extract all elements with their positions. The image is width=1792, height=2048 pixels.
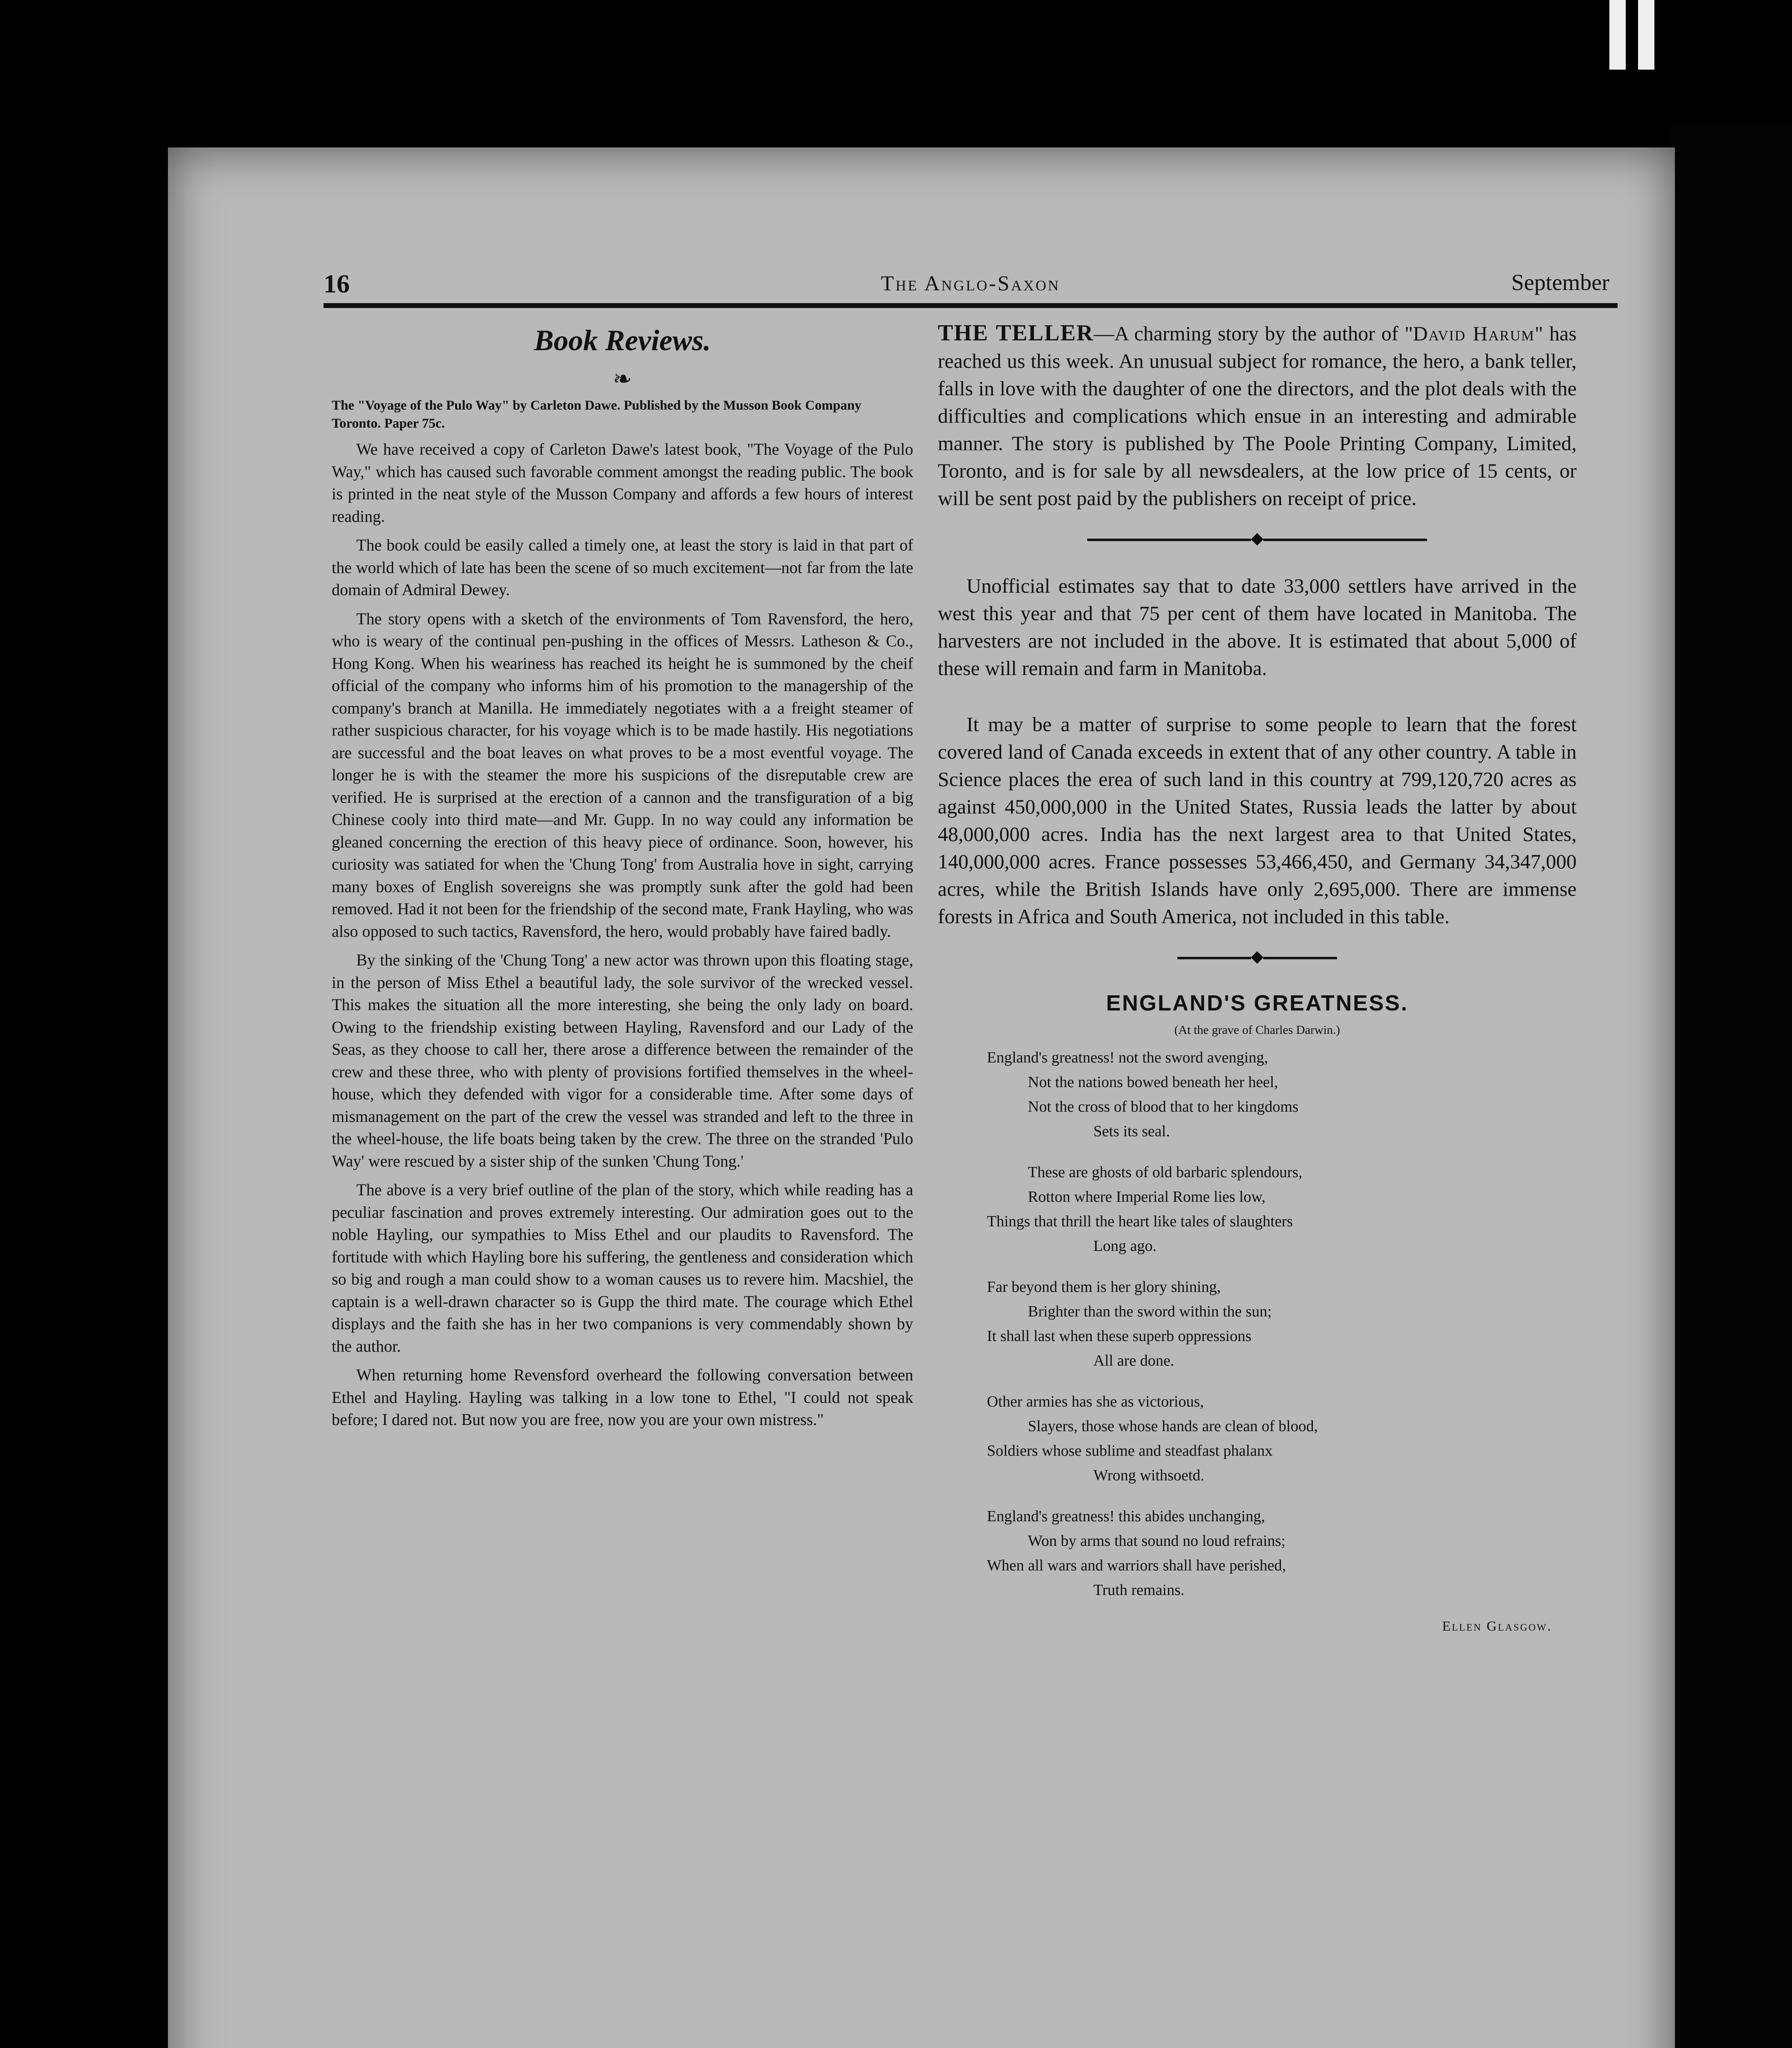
poem-line: England's greatness! this abides unchanging, xyxy=(987,1508,1265,1525)
teller-lead: THE TELLER xyxy=(938,320,1094,346)
teller-text: —A charming story by the author of " xyxy=(1094,322,1413,345)
poem-line: Things that thrill the heart like tales of slaughters xyxy=(987,1213,1293,1230)
teller-notice xyxy=(938,319,1577,512)
book-name: David Harum xyxy=(1413,322,1535,345)
poem-line: Brighter than the sword within the sun; xyxy=(1028,1303,1272,1320)
separator-rule xyxy=(938,528,1577,548)
poem-line: Far beyond them is her glory shining, xyxy=(987,1278,1221,1296)
review-paragraph: The above is a very brief outline of the plan of the story, which while reading has a peculiar fascination and proves extremely interesting. Our admiration goes out to the noble Hayling, our sympathies to Miss Ethel and our plaudits to Ravensford. The fortitude with which Hayling bore his suffering, the gentleness and consideration which so big and rough a man could show to a woman causes us to revere him. Macshiel, the captain is a well-drawn character so is Gupp the third mate. The courage which Ethel displays and the faith she has in her two companions is very commendably shown by the author. xyxy=(332,1180,913,1355)
diamond-ornament-icon: ◆ xyxy=(1251,529,1264,547)
scanned-page xyxy=(168,147,1675,2048)
review-paragraph: The story opens with a sketch of the environments of Tom Ravensford, the hero, who is weary of the continual pen-pushing in the offices of Messrs. Latheson & Co., Hong Kong. When his weariness has reached its height he is summoned by the cheif official of the company who informs him of his promotion to the managership of the company's branch at Manilla. He immediately negotiates with a a freight steamer of rather suspicious character, for his voyage which is to be made hastily. His negotiations are successful and the boat leaves on what proves to be a most eventful voyage. The longer he is with the steamer the more his suspicions of the disreputable crew are verified. He is surprised at the erection of a cannon and the transfiguration of a big Chinese cooly into third mate—and Mr. Gupp. In no way could any information be gleaned concerning the erection of this heavy piece of ordinance. Soon, however, his curiosity was satiated for when the 'Chung Tong' from Australia hove in sight, carrying many boxes of English sovereigns she was promptly sunk after the gold had been removed. Had it not been for the friendship of the second mate, Frank Hayling, who was also opposed to such tactics, Ravensford, the hero, would probably have faired badly. xyxy=(332,609,913,940)
settlers-paragraph: Unofficial estimates say that to date 33,000 settlers have arrived in the west this year and that 75 per cent of them have located in Manitoba. The harvesters are not included in the above. It is estimated that about 5,000 of these will remain and farm in Manitoba. xyxy=(938,574,1577,680)
teller-text: " has reached us this week. An unusual subject for romance, the hero, a bank teller, falls in love with the daughter of one the directors, and the plot deals with the difficulties and complications which ensue in an interesting and admirable manner. The story is published by The Poole Printing Company, Limited, Toronto, and is for sale by all newsdealers, at the low price of 15 cents, or will be sent post paid by the publishers on receipt of price. xyxy=(938,322,1577,510)
journal-title: The Anglo-Saxon xyxy=(881,272,1060,295)
issue-month: September xyxy=(1511,270,1609,295)
review-paragraph: We have received a copy of Carleton Dawe's latest book, "The Voyage of the Pulo Way," which has caused such favorable comment amongst the reading public. The book is printed in the neat style of the Musson Company and affords a few hours of interest reading. xyxy=(332,440,913,526)
poem-line: Won by arms that sound no loud refrains; xyxy=(1028,1532,1286,1550)
poem-stanza xyxy=(987,1045,1577,1144)
poem-stanza xyxy=(987,1504,1577,1602)
poem-line: Truth remains. xyxy=(1093,1581,1185,1599)
poem-line: Long ago. xyxy=(1093,1237,1157,1255)
right-column xyxy=(938,319,1577,1634)
film-edge-mark xyxy=(1609,0,1626,70)
page-number: 16 xyxy=(324,269,350,298)
diamond-ornament-icon: ◆ xyxy=(1251,947,1264,965)
poem-line: Not the nations bowed beneath her heel, xyxy=(1028,1074,1278,1091)
poem-stanza xyxy=(987,1275,1577,1373)
dark-scan-border xyxy=(1671,123,1792,2048)
poem-subtitle: (At the grave of Charles Darwin.) xyxy=(1174,1023,1340,1037)
poem-line: These are ghosts of old barbaric splendours, xyxy=(1028,1164,1303,1181)
poem-line: Soldiers whose sublime and steadfast phalanx xyxy=(987,1442,1273,1459)
poem-author: Ellen Glasgow. xyxy=(1442,1619,1552,1634)
poem-line: Not the cross of blood that to her kingdoms xyxy=(1028,1098,1299,1115)
section-heading: Book Reviews. xyxy=(534,324,711,357)
poem-line: Sets its seal. xyxy=(1093,1123,1170,1140)
poem-line: All are done. xyxy=(1093,1352,1174,1369)
poem-line: Wrong withsoetd. xyxy=(1093,1467,1204,1484)
poem-title: ENGLAND'S GREATNESS. xyxy=(1106,991,1408,1015)
review-paragraph: By the sinking of the 'Chung Tong' a new actor was thrown upon this floating stage, in the person of Miss Ethel a beautiful lady, the sole survivor of the wrecked vessel. This makes the situation all the more interesting, she being the only lady on board. Owing to the friendship existing between Hayling, Ravensford and our Lady of the Seas, as they choose to call her, there arose a difference between the remainder of the crew and these three, who with plenty of provisions fortified themselves in the wheel-house, which they defended with vigor for a considerable time. After some days of mismanagement on the part of the crew the vessel was stranded and left to the three in the wheel-house, the life boats being taken by the crew. The three on the stranded 'Pulo Way' were rescued by a sister ship of the sunken 'Chung Tong.' xyxy=(332,951,913,1170)
review-paragraph: When returning home Revensford overheard the following conversation between Ethel and Hayling. Hayling was talking in a low tone to Ethel, "I could not speak before; I dared not. But now you are free, now you are your own mistress." xyxy=(332,1366,913,1429)
separator-rule xyxy=(938,947,1577,966)
poem-line: Rotton where Imperial Rome lies low, xyxy=(1028,1188,1266,1205)
poem-line: Slayers, those whose hands are clean of blood, xyxy=(1028,1418,1318,1435)
film-edge-mark xyxy=(1638,0,1654,70)
review-paragraph: The book could be easily called a timely one, at least the story is laid in that part of the world which of late has been the scene of so much excitement—not far from the late domain of Admiral Dewey. xyxy=(332,536,913,599)
forests-paragraph: It may be a matter of surprise to some people to learn that the forest covered land of Canada exceeds in extent that of any other country. A table in Science places the erea of such land in this country at 799,120,720 acres as against 450,000,000 in the United States, Russia leads the latter by about 48,000,000 acres. India has the next largest area to that United States, 140,000,000 acres. France possesses 53,466,450, and Germany 34,347,000 acres, while the British Islands have only 2,695,000. There are immense forests in Africa and South America, not included in this table. xyxy=(938,713,1577,928)
running-head xyxy=(324,250,1618,308)
poem-line: Other armies has she as victorious, xyxy=(987,1393,1204,1410)
book-citation: The "Voyage of the Pulo Way" by Carleton Dawe. Published by the Musson Book Company Toronto. Paper 75c. xyxy=(332,398,862,431)
poem-line: When all wars and warriors shall have perished, xyxy=(987,1557,1286,1574)
fleuron-ornament: ❧ xyxy=(613,367,632,392)
poem-stanza xyxy=(987,1160,1577,1258)
left-column xyxy=(332,324,913,1438)
poem-stanza xyxy=(987,1389,1577,1488)
poem-line: It shall last when these superb oppressions xyxy=(987,1328,1251,1345)
poem-line: England's greatness! not the sword avenging, xyxy=(987,1049,1268,1066)
